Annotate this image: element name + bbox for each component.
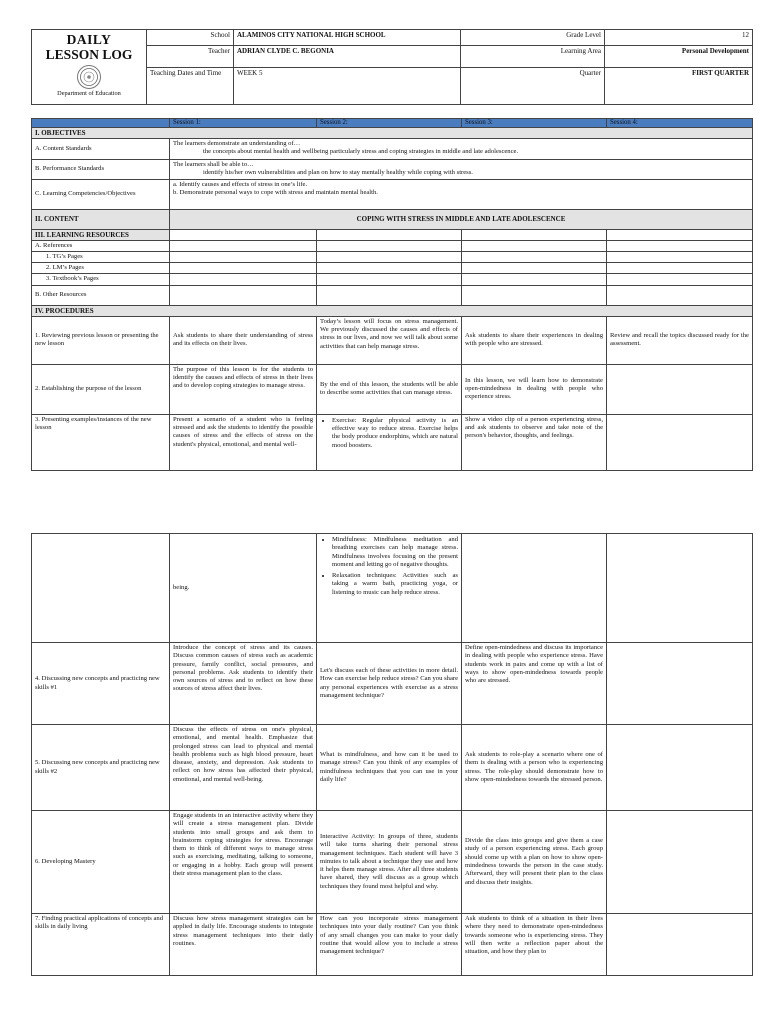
competency-a: a. Identify causes and effects of stress in one’s life.	[173, 180, 308, 188]
procedures-heading: IV. PROCEDURES	[32, 305, 753, 316]
procedure-2-session-1: The purpose of this lesson is for the students to identify the causes and effects of stress in their lives and to develop coping strategies to manage stress.	[170, 364, 317, 414]
procedure-7-session-4	[607, 914, 753, 976]
school-value: ALAMINOS CITY NATIONAL HIGH SCHOOL	[234, 30, 461, 46]
session-header-1: Session 1:	[170, 119, 317, 128]
learning-resources-heading: III. LEARNING RESOURCES	[32, 229, 170, 240]
procedure-7-label: 7. Finding practical applications of concepts and skills in daily living	[32, 914, 170, 976]
procedure-3-session-3: Show a video clip of a person experiencing stress, and ask students to observe and take note of the person's behavior, thoughts, and feelings.	[462, 414, 607, 470]
procedure-1-session-2: Today’s lesson will focus on stress management. We previously discussed the causes and effects of stress in our lives, and now we will talk about some activities that can help manage stress.	[317, 316, 462, 364]
content-heading: II. CONTENT	[32, 209, 170, 229]
header-table	[31, 29, 753, 105]
deped-seal-icon	[77, 65, 101, 89]
procedure-7-session-1: Discuss how stress management strategies can be applied in daily life. Encourage students to integrate stress management techniques into their daily routines.	[170, 914, 317, 976]
mindfulness-bullet: • Mindfulness: Mindfulness meditation and breathing exercises can help manage stress. Mindfulness involves focusing on the present moment and letting go of negative thoughts.	[332, 536, 458, 569]
procedure-7-session-3: Ask students to think of a situation in their lives where they need to demonstrate open-mindedness towards someone who is experiencing stress. They will then write a reflection paper about the situation, and how they plan to	[462, 914, 607, 976]
teacher-label: Teacher	[147, 46, 234, 68]
procedure-5-session-1: Discuss the effects of stress on one's physical, emotional, and mental health. Emphasize that prolonged stress can lead to physical and mental health problems such as high blood pressure, heart disease, anxiety, and depression. Ask students to reflect on how stress has affected their physical, emotional, and mental well-being.	[170, 725, 317, 811]
learning-area-label: Learning Area	[461, 46, 605, 68]
session-header-3: Session 3:	[462, 119, 607, 128]
grade-label: Grade Level	[461, 30, 605, 46]
objectives-heading: I. OBJECTIVES	[32, 128, 753, 139]
procedure-2-session-2: By the end of this lesson, the students will be able to describe some activities that can manage stress.	[317, 364, 462, 414]
procedure-1-session-1: Ask students to share their understanding of stress and its effects on their lives.	[170, 316, 317, 364]
procedure-7-session-2: How can you incorporate stress management techniques into your daily routine? Can you think of any small changes you can make to your daily routine that would allow you to include a stress management technique?	[317, 914, 462, 976]
procedure-1-session-4: Review and recall the topics discussed ready for the assessment.	[607, 316, 753, 364]
procedure-3-session-3-cont	[462, 534, 607, 643]
procedure-3-session-2b	[317, 534, 462, 643]
session-header-4: Session 4:	[607, 119, 753, 128]
procedure-4-session-3: Define open-mindedness and discuss its importance in dealing with people who experience stress. Have students work in pairs and come up with a list of ways to show open-mindedness towards people who are stressed.	[462, 643, 607, 725]
textbook-pages-label: 3. Textbook’s Pages	[32, 274, 170, 285]
competency-b: b. Demonstrate personal ways to cope with stress and maintain mental health.	[173, 188, 378, 196]
performance-standards-line1: The learners shall be able to…	[173, 161, 254, 168]
procedure-4-session-1: Introduce the concept of stress and its causes. Discuss common causes of stress such as academic pressure, family conflict, social pressures, and personal problems. Ask students to identify their own sources of stress and to reflect on how these sources of stress affect their lives.	[170, 643, 317, 725]
procedure-5-session-3: Ask students to role-play a scenario where one of them is dealing with a person who is experiencing stress. The role-play should demonstrate how to show open-mindedness towards the stressed person.	[462, 725, 607, 811]
procedure-4-session-2: Let's discuss each of these activities in more detail. How can exercise help reduce stress? Can you share any personal experiences with exercise as a stress management technique?	[317, 643, 462, 725]
content-standards-value	[170, 139, 753, 160]
procedure-6-session-2: Interactive Activity: In groups of three, students will take turns sharing their personal stress management techniques. Each student will have 3 minutes to talk about a technique they use and how it helps them manage stress. After all three students have shared, they will discuss as a group which techniques they found most helpful and why.	[317, 811, 462, 914]
procedure-3-label: 3. Presenting examples/instances of the new lesson	[32, 414, 170, 470]
procedure-4-session-4	[607, 643, 753, 725]
lesson-table-page1	[31, 118, 753, 471]
performance-standards-line2: identify his/her own vulnerabilities and plan on how to stay mentally healthy while coping with stress.	[203, 169, 473, 177]
session-header-blank	[32, 119, 170, 128]
performance-standards-value	[170, 160, 753, 180]
teaching-dates-value: WEEK 5	[234, 68, 461, 105]
procedure-6-session-3: Divide the class into groups and give them a case study of a person experiencing stress. Each group should come up with a plan on how to show open-mindedness towards the person in the case study. Afterward, they will present their plan to the class and discuss their insights.	[462, 811, 607, 914]
procedure-6-label: 6. Developing Mastery	[32, 811, 170, 914]
performance-standards-label: B. Performance Standards	[32, 160, 170, 180]
content-standards-line1: The learners demonstrate an understanding of…	[173, 140, 301, 147]
procedure-3-label-cont	[32, 534, 170, 643]
content-standards-line2: the concepts about mental health and wellbeing particularly stress and coping strategies in middle and late adolescence.	[203, 148, 519, 156]
title-daily: DAILY	[66, 32, 112, 47]
procedure-3-session-4	[607, 414, 753, 470]
other-resources-label: B. Other Resources	[32, 285, 170, 305]
lesson-table-page2	[31, 533, 753, 976]
procedure-2-label: 2. Establishing the purpose of the lesson	[32, 364, 170, 414]
procedure-2-session-4	[607, 364, 753, 414]
teacher-value: ADRIAN CLYDE C. BEGONIA	[234, 46, 461, 68]
title-lesson-log: LESSON LOG	[45, 47, 133, 62]
tg-pages-label: 1. TG’s Pages	[32, 251, 170, 262]
competencies-label: C. Learning Competencies/Objectives	[32, 179, 170, 209]
teaching-dates-label: Teaching Dates and Time	[147, 68, 234, 105]
content-value: COPING WITH STRESS IN MIDDLE AND LATE ADOLESCENCE	[170, 209, 753, 229]
procedure-3-session-4-cont	[607, 534, 753, 643]
procedure-6-session-4	[607, 811, 753, 914]
procedure-6-session-1: Engage students in an interactive activity where they will create a stress management plan. Divide students into small groups and ask them to brainstorm coping strategies for stress. Encourage them to think of different ways to manage stress such as exercising, meditating, talking to someone, or engaging in a hobby. Each group will present their stress management plan to the class.	[170, 811, 317, 914]
procedure-1-label: 1. Reviewing previous lesson or presenting the new lesson	[32, 316, 170, 364]
session-header-2: Session 2:	[317, 119, 462, 128]
content-standards-label: A. Content Standards	[32, 139, 170, 160]
procedure-2-session-3: In this lesson, we will learn how to demonstrate open-mindedness in dealing with people who experience stress.	[462, 364, 607, 414]
procedure-5-label: 5. Discussing new concepts and practicing new skills #2	[32, 725, 170, 811]
relaxation-bullet: • Relaxation techniques: Activities such as taking a warm bath, practicing yoga, or listening to music can help reduce stress.	[332, 572, 458, 597]
title-block	[32, 30, 147, 105]
references-label: A. References	[32, 240, 170, 251]
procedure-1-session-3: Ask students to share their experiences in dealing with people who are stressed.	[462, 316, 607, 364]
procedure-3-session-1a: Present a scenario of a student who is feeling stressed and ask the students to identify the possible causes of stress and the effects of stress on the student's physical, emotional, and mental well-	[170, 414, 317, 470]
procedure-3-session-2a	[317, 414, 462, 470]
department-name: Department of Education	[57, 90, 121, 97]
quarter-value: FIRST QUARTER	[605, 68, 753, 105]
competencies-value	[170, 179, 753, 209]
grade-value: 12	[605, 30, 753, 46]
school-label: School	[147, 30, 234, 46]
procedure-4-label: 4. Discussing new concepts and practicing new skills #1	[32, 643, 170, 725]
learning-area-value: Personal Development	[605, 46, 753, 68]
exercise-bullet: • Exercise: Regular physical activity is an effective way to reduce stress. Exercise helps the body produce endorphins, which are natural mood boosters.	[332, 417, 458, 450]
lm-pages-label: 2. LM’s Pages	[32, 263, 170, 274]
procedure-3-session-1b: being.	[170, 534, 317, 643]
quarter-label: Quarter	[461, 68, 605, 105]
procedure-5-session-4	[607, 725, 753, 811]
procedure-5-session-2: What is mindfulness, and how can it be used to manage stress? Can you think of any examples of mindfulness techniques that you can use in your daily life?	[317, 725, 462, 811]
